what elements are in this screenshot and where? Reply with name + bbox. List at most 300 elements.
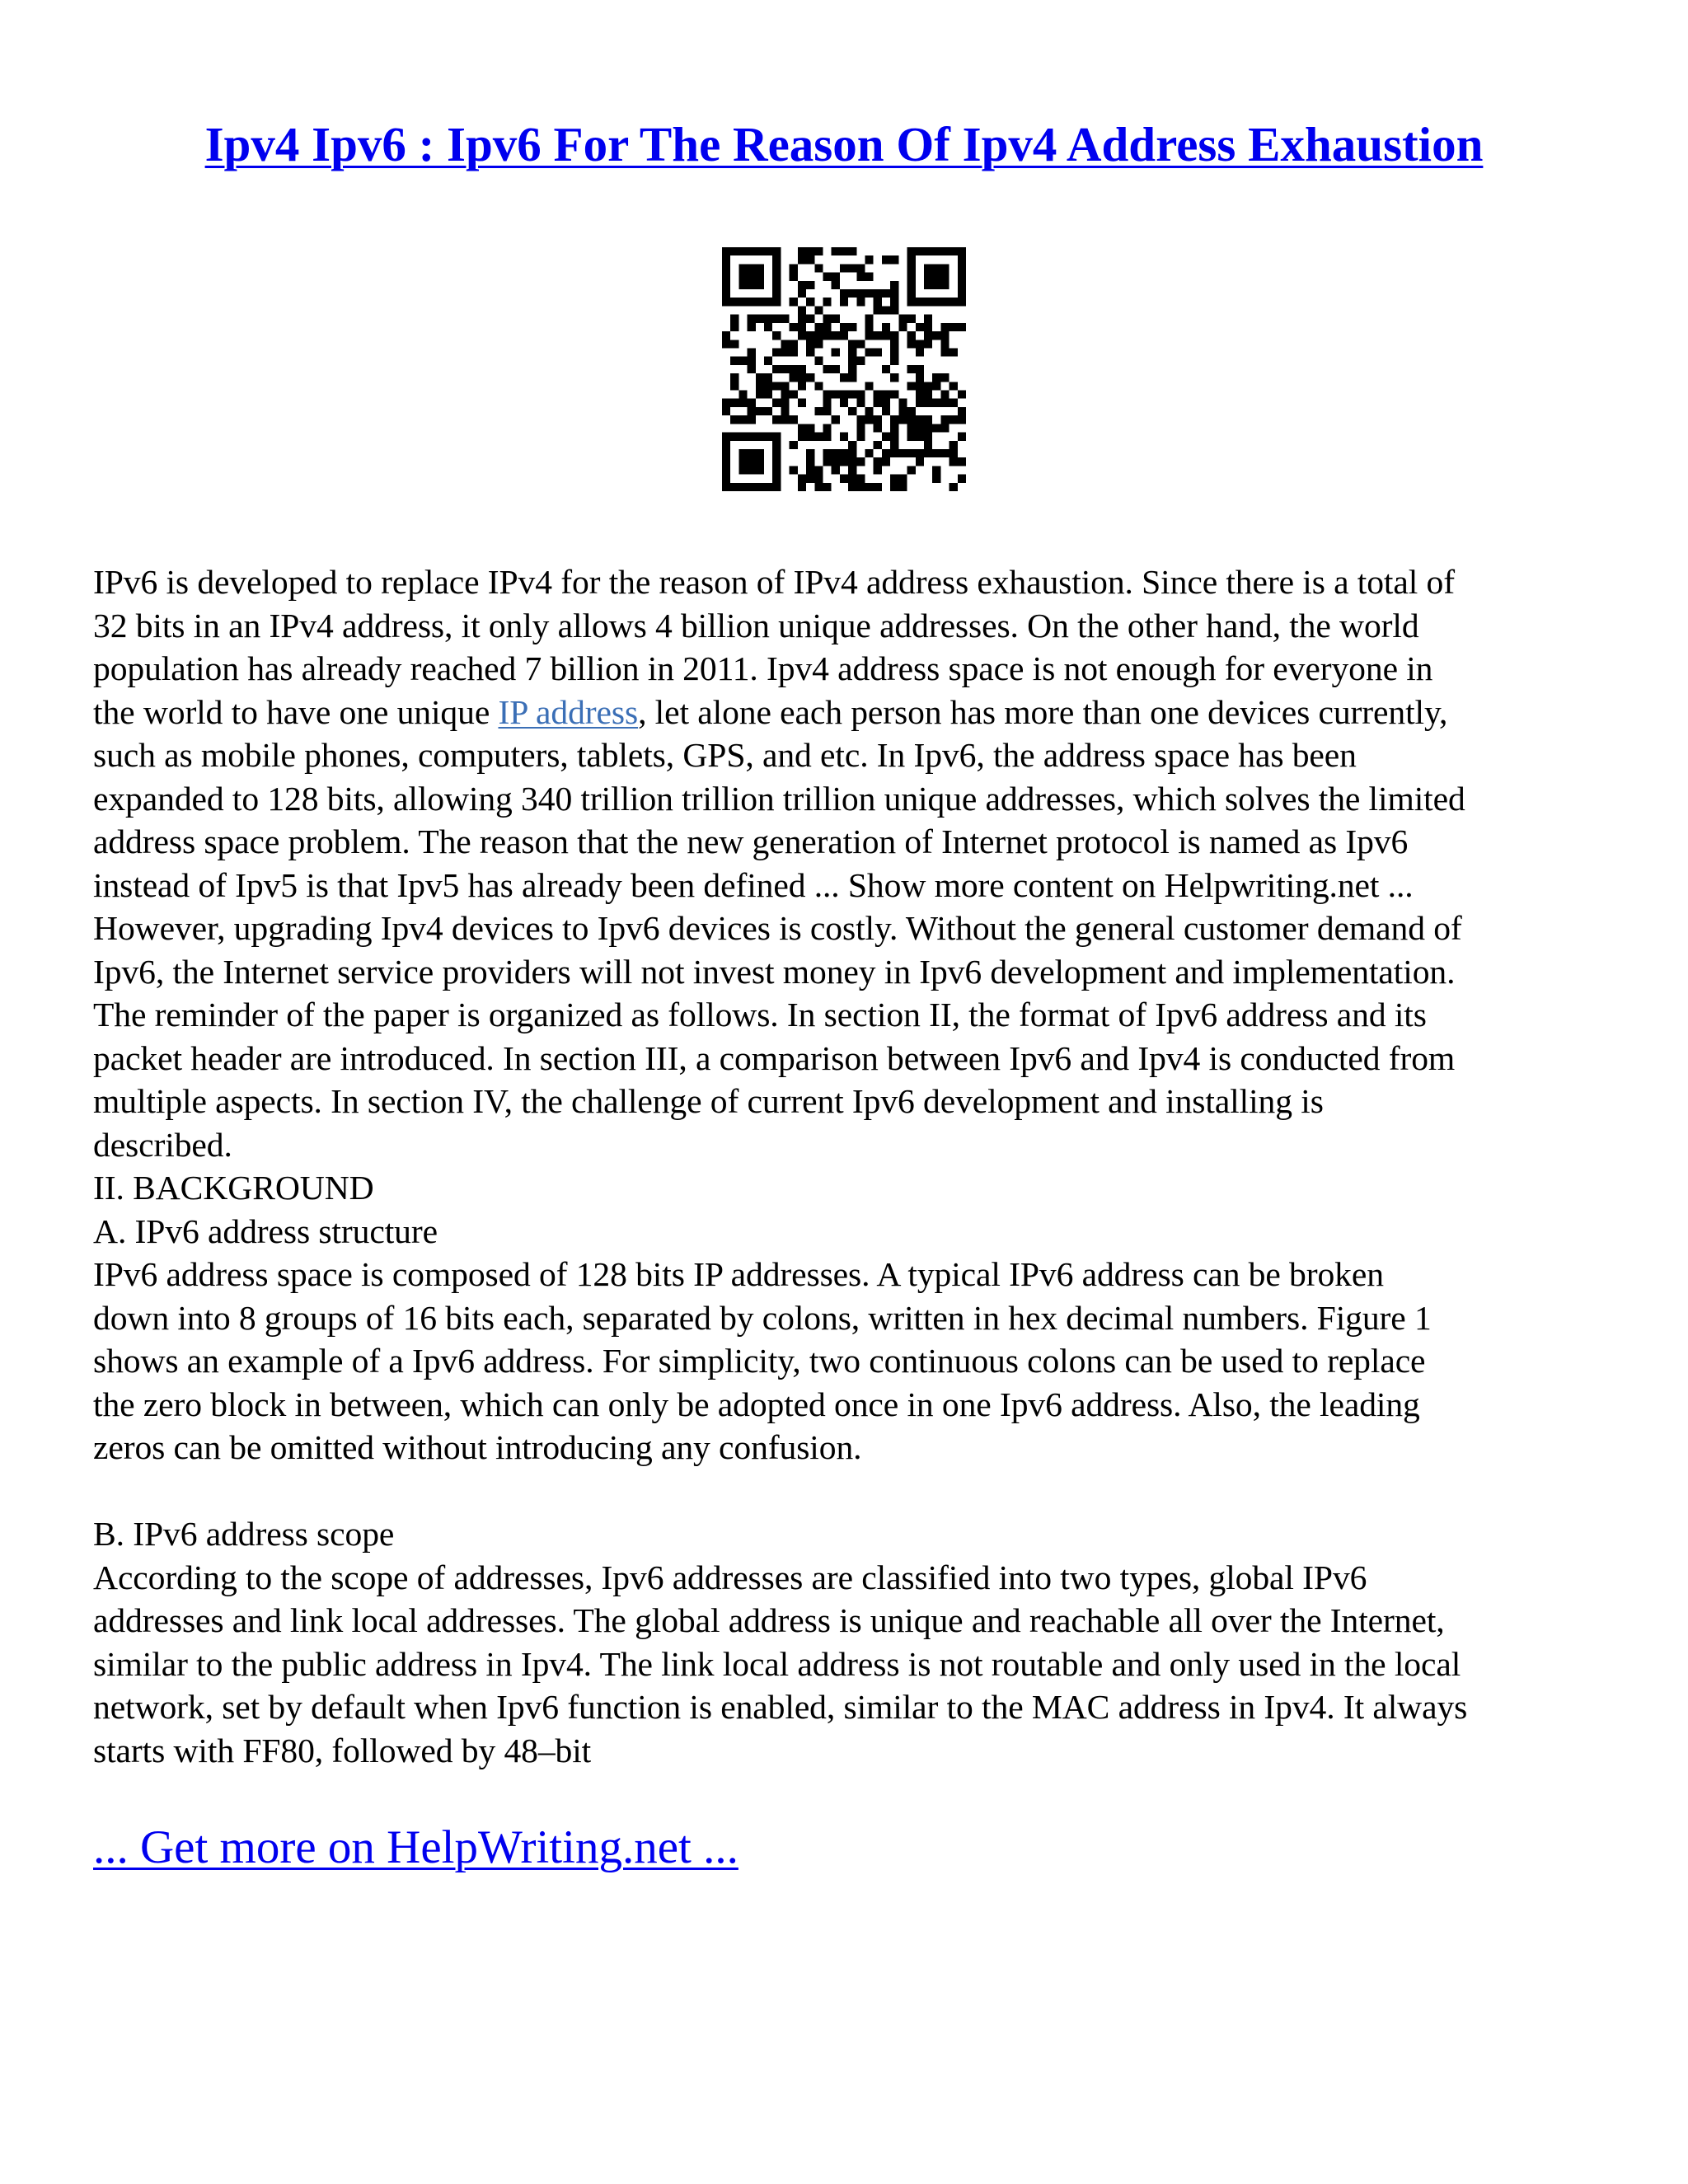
qr-module (781, 348, 789, 356)
qr-module (790, 441, 798, 449)
qr-module (856, 399, 865, 407)
qr-module (781, 340, 789, 348)
qr-module (814, 306, 823, 314)
qr-module (823, 449, 831, 457)
qr-module (814, 433, 823, 441)
scope-line: starts with FF80, followed by 48–bit (93, 1731, 592, 1769)
qr-module (806, 315, 814, 323)
qr-module (940, 323, 949, 331)
qr-module (790, 466, 798, 474)
qr-module (874, 424, 882, 432)
qr-module (730, 399, 738, 407)
qr-module (823, 391, 831, 399)
qr-module (840, 399, 848, 407)
intro-line: described. (93, 1125, 232, 1164)
intro-line: packet header are introduced. In section III, a comparison between Ipv6 and Ipv4 is conducted from (93, 1038, 1456, 1077)
qr-module (840, 457, 848, 466)
qr-module (772, 365, 781, 373)
qr-module (848, 289, 856, 298)
qr-module (781, 407, 789, 415)
qr-module (798, 399, 806, 407)
qr-module (748, 407, 756, 415)
qr-module (940, 331, 949, 340)
qr-alignment-pattern (890, 415, 932, 457)
qr-module (924, 382, 932, 390)
intro-line: 32 bits in an IPv4 address, it only allows 4 billion unique addresses. On the other hand, the world (93, 606, 1419, 644)
qr-module (764, 323, 772, 331)
qr-module (907, 382, 916, 390)
qr-module (848, 483, 856, 491)
qr-module (806, 373, 814, 382)
qr-module (756, 373, 764, 382)
qr-module (806, 424, 814, 432)
qr-module (814, 466, 823, 474)
qr-module (814, 323, 823, 331)
qr-module (950, 441, 958, 449)
qr-module (798, 424, 806, 432)
qr-module (848, 357, 856, 365)
intro-line: The reminder of the paper is organized as follows. In section II, the format of Ipv6 address and its (93, 996, 1427, 1033)
qr-module (940, 340, 949, 348)
qr-module (907, 331, 916, 340)
qr-module (882, 433, 890, 441)
intro-line: multiple aspects. In section IV, the challenge of current Ipv6 development and installing is (93, 1082, 1324, 1120)
subsection-heading-address-scope: B. IPv6 address scope (93, 1515, 395, 1553)
qr-module (730, 357, 738, 365)
qr-module (916, 391, 924, 399)
structure-line: IPv6 address space is composed of 128 bits IP addresses. A typical IPv6 address can be broken (93, 1255, 1384, 1293)
qr-module (832, 391, 840, 399)
qr-module (940, 424, 949, 432)
qr-module (806, 457, 814, 466)
qr-module (890, 373, 898, 382)
qr-module (840, 373, 848, 382)
qr-module (874, 289, 882, 298)
qr-module (790, 348, 798, 356)
qr-module (823, 298, 831, 306)
qr-module (848, 373, 856, 382)
qr-module (890, 340, 898, 348)
qr-module (790, 391, 798, 399)
document-body (93, 560, 1610, 1772)
qr-module (924, 340, 932, 348)
qr-module (856, 357, 865, 365)
qr-module (840, 264, 848, 272)
qr-module (882, 391, 890, 399)
qr-module (848, 323, 856, 331)
qr-module (798, 323, 806, 331)
qr-module (907, 407, 916, 415)
qr-module (756, 407, 764, 415)
qr-module (814, 357, 823, 365)
qr-module (798, 382, 806, 390)
scope-line: network, set by default when Ipv6 function is enabled, similar to the MAC address in Ipv4. It always (93, 1688, 1468, 1726)
qr-module (823, 433, 831, 441)
qr-module (865, 483, 874, 491)
qr-module (932, 475, 940, 483)
qr-module (806, 449, 814, 457)
qr-module (856, 391, 865, 399)
qr-module (856, 433, 865, 441)
qr-module (823, 483, 831, 491)
qr-module (848, 348, 856, 356)
intro-line: address space problem. The reason that the new generation of Internet protocol is named as Ipv6 (93, 823, 1409, 860)
qr-module (848, 449, 856, 457)
qr-module (890, 475, 898, 483)
qr-module (790, 340, 798, 348)
qr-module (932, 449, 940, 457)
qr-module (916, 348, 924, 356)
qr-module (924, 315, 932, 323)
qr-module (874, 306, 882, 314)
qr-module (806, 340, 814, 348)
structure-line: the zero block in between, which can only be adopted once in one Ipv6 address. Also, the leading (93, 1385, 1420, 1423)
qr-module (950, 399, 958, 407)
qr-module (916, 373, 924, 382)
qr-module (840, 475, 848, 483)
qr-module (840, 298, 848, 306)
qr-module (823, 424, 831, 432)
qr-module (932, 331, 940, 340)
qr-module (806, 331, 814, 340)
qr-module (890, 483, 898, 491)
qr-module (916, 433, 924, 441)
qr-module (781, 399, 789, 407)
qr-module (781, 365, 789, 373)
qr-module (730, 323, 738, 331)
qr-module (756, 391, 764, 399)
qr-module (898, 315, 907, 323)
qr-module (798, 281, 806, 289)
intro-line: expanded to 128 bits, allowing 340 trillion trillion trillion unique addresses, which solves the limited (93, 779, 1465, 818)
qr-module (916, 382, 924, 390)
qr-module (958, 407, 966, 415)
qr-module (814, 247, 823, 255)
qr-module (798, 289, 806, 298)
qr-module (832, 466, 840, 474)
qr-module (814, 382, 823, 390)
intro-line: such as mobile phones, computers, tablets, GPS, and etc. In Ipv6, the address space has been (93, 736, 1357, 774)
qr-module (806, 281, 814, 289)
qr-module (865, 415, 874, 424)
qr-module (790, 273, 798, 281)
qr-module (772, 399, 781, 407)
qr-module (823, 407, 831, 415)
qr-module (781, 315, 789, 323)
qr-module (958, 475, 966, 483)
qr-module (856, 483, 865, 491)
qr-module (790, 365, 798, 373)
qr-module (814, 475, 823, 483)
ip-address-link[interactable]: IP address (498, 692, 639, 731)
qr-module (856, 289, 865, 298)
qr-module (958, 323, 966, 331)
qr-module (958, 391, 966, 399)
qr-module (882, 399, 890, 407)
qr-module (856, 415, 865, 424)
qr-module (874, 399, 882, 407)
qr-module (798, 373, 806, 382)
qr-module (865, 273, 874, 281)
qr-module (865, 323, 874, 331)
qr-module (950, 483, 958, 491)
qr-module (874, 298, 882, 306)
qr-module (865, 289, 874, 298)
qr-module (798, 247, 806, 255)
qr-module (814, 407, 823, 415)
qr-module (865, 331, 874, 340)
intro-line-with-link (93, 691, 1610, 734)
qr-module (814, 331, 823, 340)
qr-module (916, 323, 924, 331)
qr-module (806, 475, 814, 483)
qr-module (823, 323, 831, 331)
qr-module (730, 340, 738, 348)
qr-module (756, 315, 764, 323)
qr-module (940, 348, 949, 356)
qr-module (932, 373, 940, 382)
qr-module (772, 382, 781, 390)
scope-line: similar to the public address in Ipv4. The link local address is not routable and only used in the local (93, 1644, 1461, 1683)
qr-module (890, 391, 898, 399)
qr-module (832, 273, 840, 281)
qr-module (874, 391, 882, 399)
qr-module (823, 315, 831, 323)
qr-module (848, 365, 856, 373)
intro-line: instead of Ipv5 is that Ipv5 has already been defined ... Show more content on Helpwriting.net ... (93, 865, 1414, 904)
qr-module (832, 315, 840, 323)
qr-module (722, 407, 730, 415)
qr-module (856, 457, 865, 466)
qr-module (823, 457, 831, 466)
qr-module (848, 340, 856, 348)
qr-module (865, 382, 874, 390)
qr-module (806, 298, 814, 306)
qr-module (722, 340, 730, 348)
qr-module (772, 331, 781, 340)
qr-module (924, 391, 932, 399)
qr-module (882, 306, 890, 314)
qr-module (856, 424, 865, 432)
structure-line: down into 8 groups of 16 bits each, separated by colons, written in hex decimal numbers. Figure 1 (93, 1298, 1432, 1337)
qr-module (890, 306, 898, 314)
intro-line: IPv6 is developed to replace IPv4 for the reason of IPv4 address exhaustion. Since there is a total of (93, 563, 1455, 601)
qr-module (916, 399, 924, 407)
qr-module (730, 315, 738, 323)
qr-module (814, 340, 823, 348)
qr-module (840, 247, 848, 255)
qr-module (865, 407, 874, 415)
qr-module (764, 391, 772, 399)
qr-module (907, 365, 916, 373)
qr-module (764, 407, 772, 415)
qr-module (890, 348, 898, 356)
qr-module (781, 415, 789, 424)
qr-module (950, 449, 958, 457)
qr-module (832, 281, 840, 289)
qr-module (756, 382, 764, 390)
qr-module (738, 357, 747, 365)
qr-module (848, 457, 856, 466)
intro-line-text: the world to have one unique (93, 692, 499, 731)
qr-module (748, 365, 756, 373)
qr-module (932, 466, 940, 474)
qr-module (748, 323, 756, 331)
qr-module (924, 323, 932, 331)
qr-module (730, 373, 738, 382)
qr-module (832, 331, 840, 340)
qr-module (832, 415, 840, 424)
section-heading-background: II. BACKGROUND (93, 1169, 374, 1207)
intro-line: population has already reached 7 billion in 2011. Ipv4 address space is not enough for everyone in (93, 649, 1433, 687)
qr-module (748, 415, 756, 424)
qr-module (907, 340, 916, 348)
qr-module (950, 382, 958, 390)
qr-module (823, 365, 831, 373)
get-more-link[interactable]: ... Get more on HelpWriting.net ... (93, 1821, 738, 1873)
scope-line: According to the scope of addresses, Ipv6 addresses are classified into two types, global IPv6 (93, 1558, 1367, 1596)
qr-module (940, 449, 949, 457)
qr-module (848, 466, 856, 474)
qr-module (890, 298, 898, 306)
qr-module (958, 415, 966, 424)
qr-module (882, 331, 890, 340)
qr-module (890, 357, 898, 365)
paragraph-spacer (93, 1469, 1610, 1513)
intro-line: Ipv6, the Internet service providers will not invest money in Ipv6 development and implementation. (93, 952, 1456, 991)
qr-module (950, 415, 958, 424)
qr-module (722, 399, 730, 407)
qr-module (772, 415, 781, 424)
qr-module (958, 457, 966, 466)
qr-module (840, 449, 848, 457)
qr-module (772, 315, 781, 323)
qr-module (840, 331, 848, 340)
qr-module (898, 407, 907, 415)
subsection-heading-address-structure: A. IPv6 address structure (93, 1212, 438, 1250)
qr-module (950, 348, 958, 356)
qr-module (790, 264, 798, 272)
qr-module (874, 441, 882, 449)
qr-module (823, 399, 831, 407)
qr-module (916, 365, 924, 373)
qr-module (890, 289, 898, 298)
qr-module (748, 315, 756, 323)
qr-module (882, 457, 890, 466)
qr-module (764, 315, 772, 323)
qr-module (907, 466, 916, 474)
qr-module (848, 475, 856, 483)
qr-module (781, 382, 789, 390)
qr-module (748, 357, 756, 365)
scope-line: addresses and link local addresses. The global address is unique and reachable all over the Internet, (93, 1601, 1445, 1639)
qr-module (890, 281, 898, 289)
qr-module (856, 273, 865, 281)
intro-line: However, upgrading Ipv4 devices to Ipv6 devices is costly. Without the general customer demand of (93, 909, 1462, 947)
qr-module (840, 323, 848, 331)
qr-module (722, 331, 730, 340)
qr-module (790, 298, 798, 306)
qr-module (924, 399, 932, 407)
qr-module (958, 433, 966, 441)
qr-module (764, 382, 772, 390)
qr-module (916, 424, 924, 432)
structure-line: zeros can be omitted without introducing any confusion. (93, 1428, 862, 1466)
qr-module (764, 373, 772, 382)
qr-module (730, 382, 738, 390)
qr-module (790, 415, 798, 424)
qr-module (865, 255, 874, 264)
qr-module (874, 483, 882, 491)
qr-module (856, 340, 865, 348)
qr-module (916, 457, 924, 466)
qr-module (748, 399, 756, 407)
qr-module (748, 348, 756, 356)
qr-module (798, 315, 806, 323)
intro-line-text: , let alone each person has more than one devices currently, (638, 692, 1448, 731)
qr-module (907, 315, 916, 323)
qr-module (882, 289, 890, 298)
qr-module (798, 331, 806, 340)
qr-module (764, 357, 772, 365)
qr-module (898, 475, 907, 483)
qr-module (738, 391, 747, 399)
qr-module (840, 289, 848, 298)
qr-module (932, 382, 940, 390)
qr-module (790, 323, 798, 331)
qr-module (856, 298, 865, 306)
qr-module (848, 407, 856, 415)
qr-module (772, 348, 781, 356)
qr-module (781, 391, 789, 399)
qr-module (848, 391, 856, 399)
qr-module (924, 331, 932, 340)
qr-module (950, 457, 958, 466)
qr-module (856, 475, 865, 483)
qr-module (806, 247, 814, 255)
qr-module (865, 315, 874, 323)
qr-module (874, 466, 882, 474)
qr-module (898, 483, 907, 491)
qr-module (882, 323, 890, 331)
qr-module (882, 255, 890, 264)
qr-module (790, 373, 798, 382)
qr-module (856, 264, 865, 272)
document-title-link[interactable]: Ipv4 Ipv6 : Ipv6 For The Reason Of Ipv4 Address Exhaustion (204, 117, 1484, 171)
qr-module (798, 433, 806, 441)
qr-module (848, 247, 856, 255)
qr-module (940, 391, 949, 399)
qr-module (890, 331, 898, 340)
qr-module (798, 365, 806, 373)
qr-module (907, 424, 916, 432)
qr-module (823, 273, 831, 281)
qr-module (898, 399, 907, 407)
qr-module (916, 340, 924, 348)
qr-module (950, 323, 958, 331)
qr-module (882, 449, 890, 457)
qr-module (940, 399, 949, 407)
qr-module (840, 433, 848, 441)
qr-module (874, 415, 882, 424)
qr-module (806, 348, 814, 356)
qr-module (874, 348, 882, 356)
qr-module (940, 415, 949, 424)
qr-module (738, 399, 747, 407)
qr-module (865, 348, 874, 356)
qr-module (798, 475, 806, 483)
qr-module (832, 449, 840, 457)
